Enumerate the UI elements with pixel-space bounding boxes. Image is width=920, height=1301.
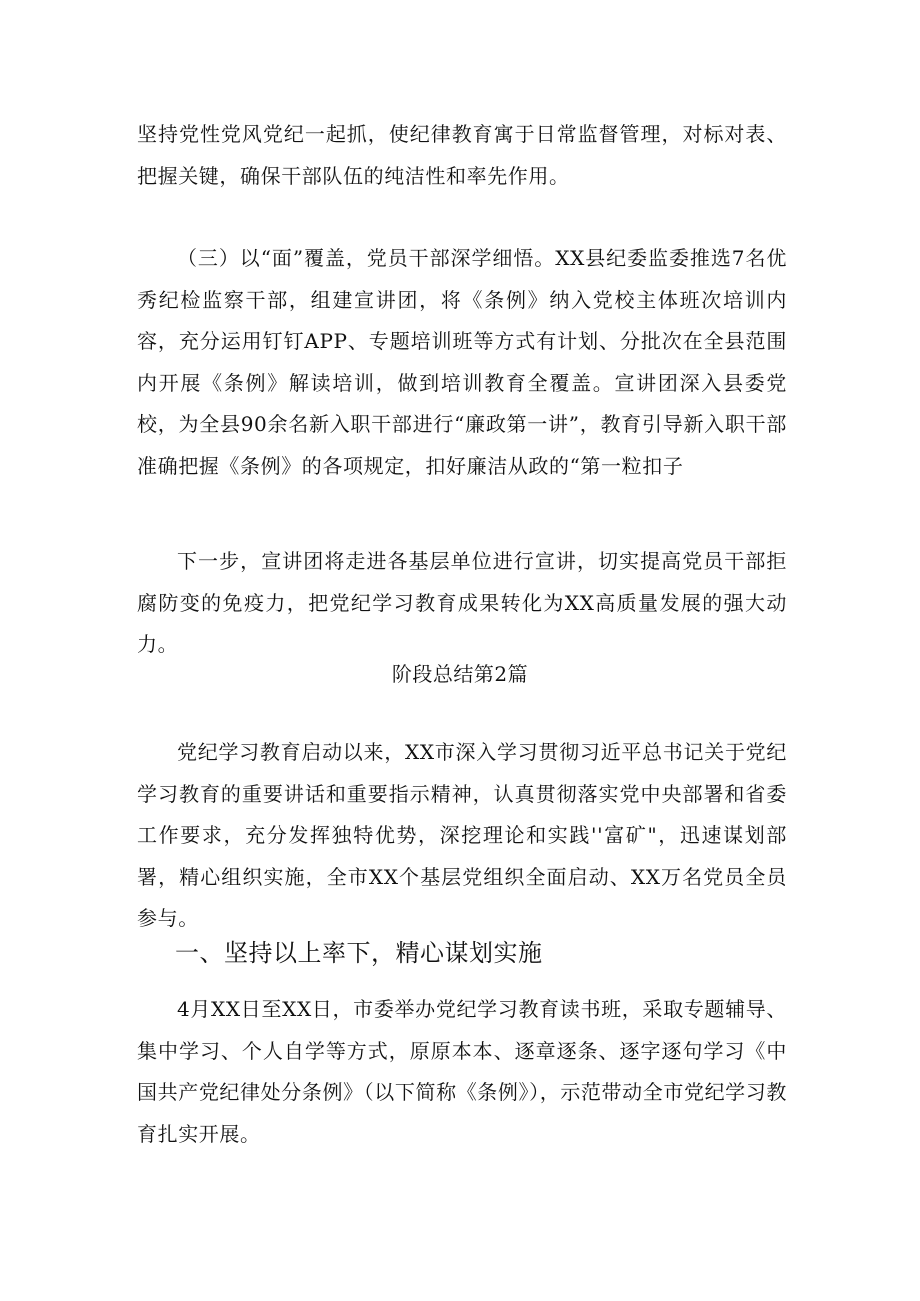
paragraph-coverage-training: （三）以“面”覆盖，党员干部深学细悟。XX县纪委监委推选7名优秀纪检监察干部，组建宣讲团，将《条例》纳入党校主体班次培训内容，充分运用钉钉APP、专题培训班等方式有计划、分批次在全县范围内开展《条例》解读培训，做到培训教育全覆盖。宣讲团深入县委党校，为全县90余名新入职干部进行“廉政第一讲”，教育引导新入职干部准确把握《条例》的各项规定，扣好廉洁从政的“第一粒扣子 — [137, 246, 787, 478]
section-heading: 一、坚持以上率下，精心谋划实施 — [175, 939, 543, 967]
section-title: 阶段总结第2篇 — [391, 662, 529, 686]
paragraph-next-step: 下一步，宣讲团将走进各基层单位进行宣讲，切实提高党员干部拒腐防变的免疫力，把党纪学习教育成果转化为XX高质量发展的强大动力。 — [137, 549, 787, 656]
paragraph-launch-summary: 党纪学习教育启动以来，XX市深入学习贯彻习近平总书记关于党纪学习教育的重要讲话和重要指示精神，认真贯彻落实党中央部署和省委工作要求，充分发挥独特优势，深挖理论和实践''富矿"，迅速谋划部署，精心组织实施，全市XX个基层党组织全面启动、XX万名党员全员参与。 — [137, 740, 787, 930]
paragraph-discipline-education: 坚持党性党风党纪一起抓，使纪律教育寓于日常监督管理，对标对表、把握关键，确保干部队伍的纯洁性和率先作用。 — [137, 122, 787, 188]
paragraph-reading-class: 4月XX日至XX日，市委举办党纪学习教育读书班，采取专题辅导、集中学习、个人自学等方式，原原本本、逐章逐条、逐字逐句学习《中国共产党纪律处分条例》（以下简称《条例》），示范带动全市党纪学习教育扎实开展。 — [137, 997, 787, 1146]
